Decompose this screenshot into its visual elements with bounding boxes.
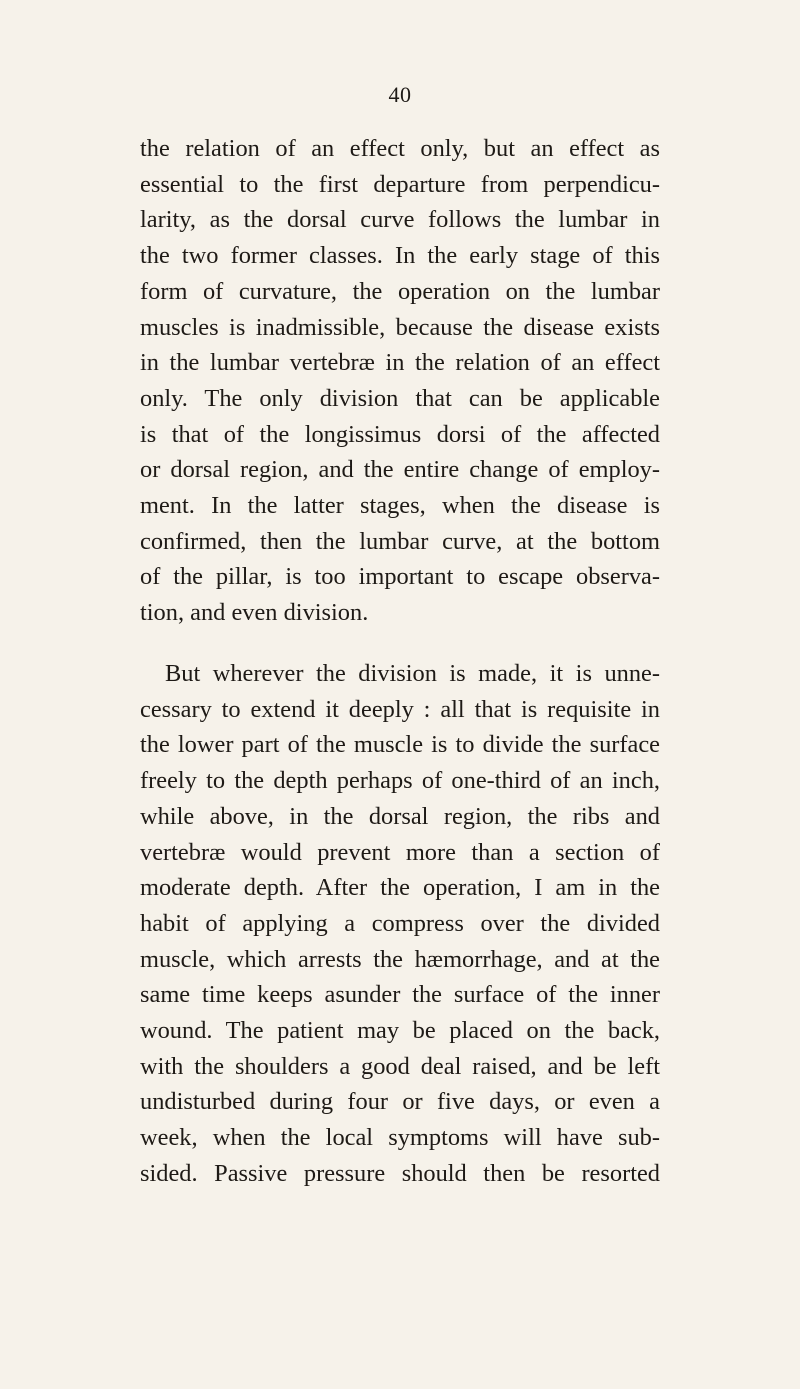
text-line: freely to the depth perhaps of one-third of an inch, xyxy=(140,767,660,795)
paragraph-1 xyxy=(140,131,660,631)
text-line: tion, and even division. xyxy=(140,599,369,627)
text-line: essential to the first departure from perpendicu- xyxy=(140,170,660,198)
page-number: 40 xyxy=(388,82,412,107)
text-line: ment. In the latter stages, when the disease is xyxy=(140,492,660,520)
text-line: the relation of an effect only, but an effect as xyxy=(140,135,660,162)
text-line: only. The only division that can be applicable xyxy=(140,384,660,412)
text-line: cessary to extend it deeply : all that is requisite in xyxy=(140,695,660,723)
text-line: form of curvature, the operation on the lumbar xyxy=(140,277,660,305)
text-line: the lower part of the muscle is to divide the surface xyxy=(140,731,660,759)
text-line: week, when the local symptoms will have sub- xyxy=(140,1124,660,1152)
text-line: sided. Passive pressure should then be resorted xyxy=(140,1159,660,1187)
text-line: the two former classes. In the early stage of this xyxy=(140,242,660,270)
text-line: habit of applying a compress over the divided xyxy=(140,909,660,937)
text-line: same time keeps asunder the surface of the inner xyxy=(140,981,660,1009)
text-line: muscles is inadmissible, because the disease exists xyxy=(140,313,660,341)
text-line: in the lumbar vertebræ in the relation of an effect xyxy=(140,349,660,377)
text-line: while above, in the dorsal region, the ribs and xyxy=(140,802,660,830)
text-line: muscle, which arrests the hæmorrhage, and at the xyxy=(140,945,660,973)
text-line: or dorsal region, and the entire change of employ- xyxy=(140,456,660,484)
text-line: confirmed, then the lumbar curve, at the bottom xyxy=(140,527,660,555)
text-line: is that of the longissimus dorsi of the affected xyxy=(140,420,660,448)
text-line: with the shoulders a good deal raised, and be left xyxy=(140,1052,660,1080)
text-line: moderate depth. After the operation, I am in the xyxy=(140,874,660,902)
text-line: vertebræ would prevent more than a section of xyxy=(140,838,660,866)
paragraph-2 xyxy=(140,656,660,1192)
text-line: of the pillar, is too important to escape observa- xyxy=(140,563,660,591)
text-line: But wherever the division is made, it is unne- xyxy=(165,660,660,687)
text-line: wound. The patient may be placed on the back, xyxy=(140,1017,660,1045)
text-line: undisturbed during four or five days, or even a xyxy=(140,1088,660,1116)
text-line: larity, as the dorsal curve follows the lumbar in xyxy=(140,206,660,234)
